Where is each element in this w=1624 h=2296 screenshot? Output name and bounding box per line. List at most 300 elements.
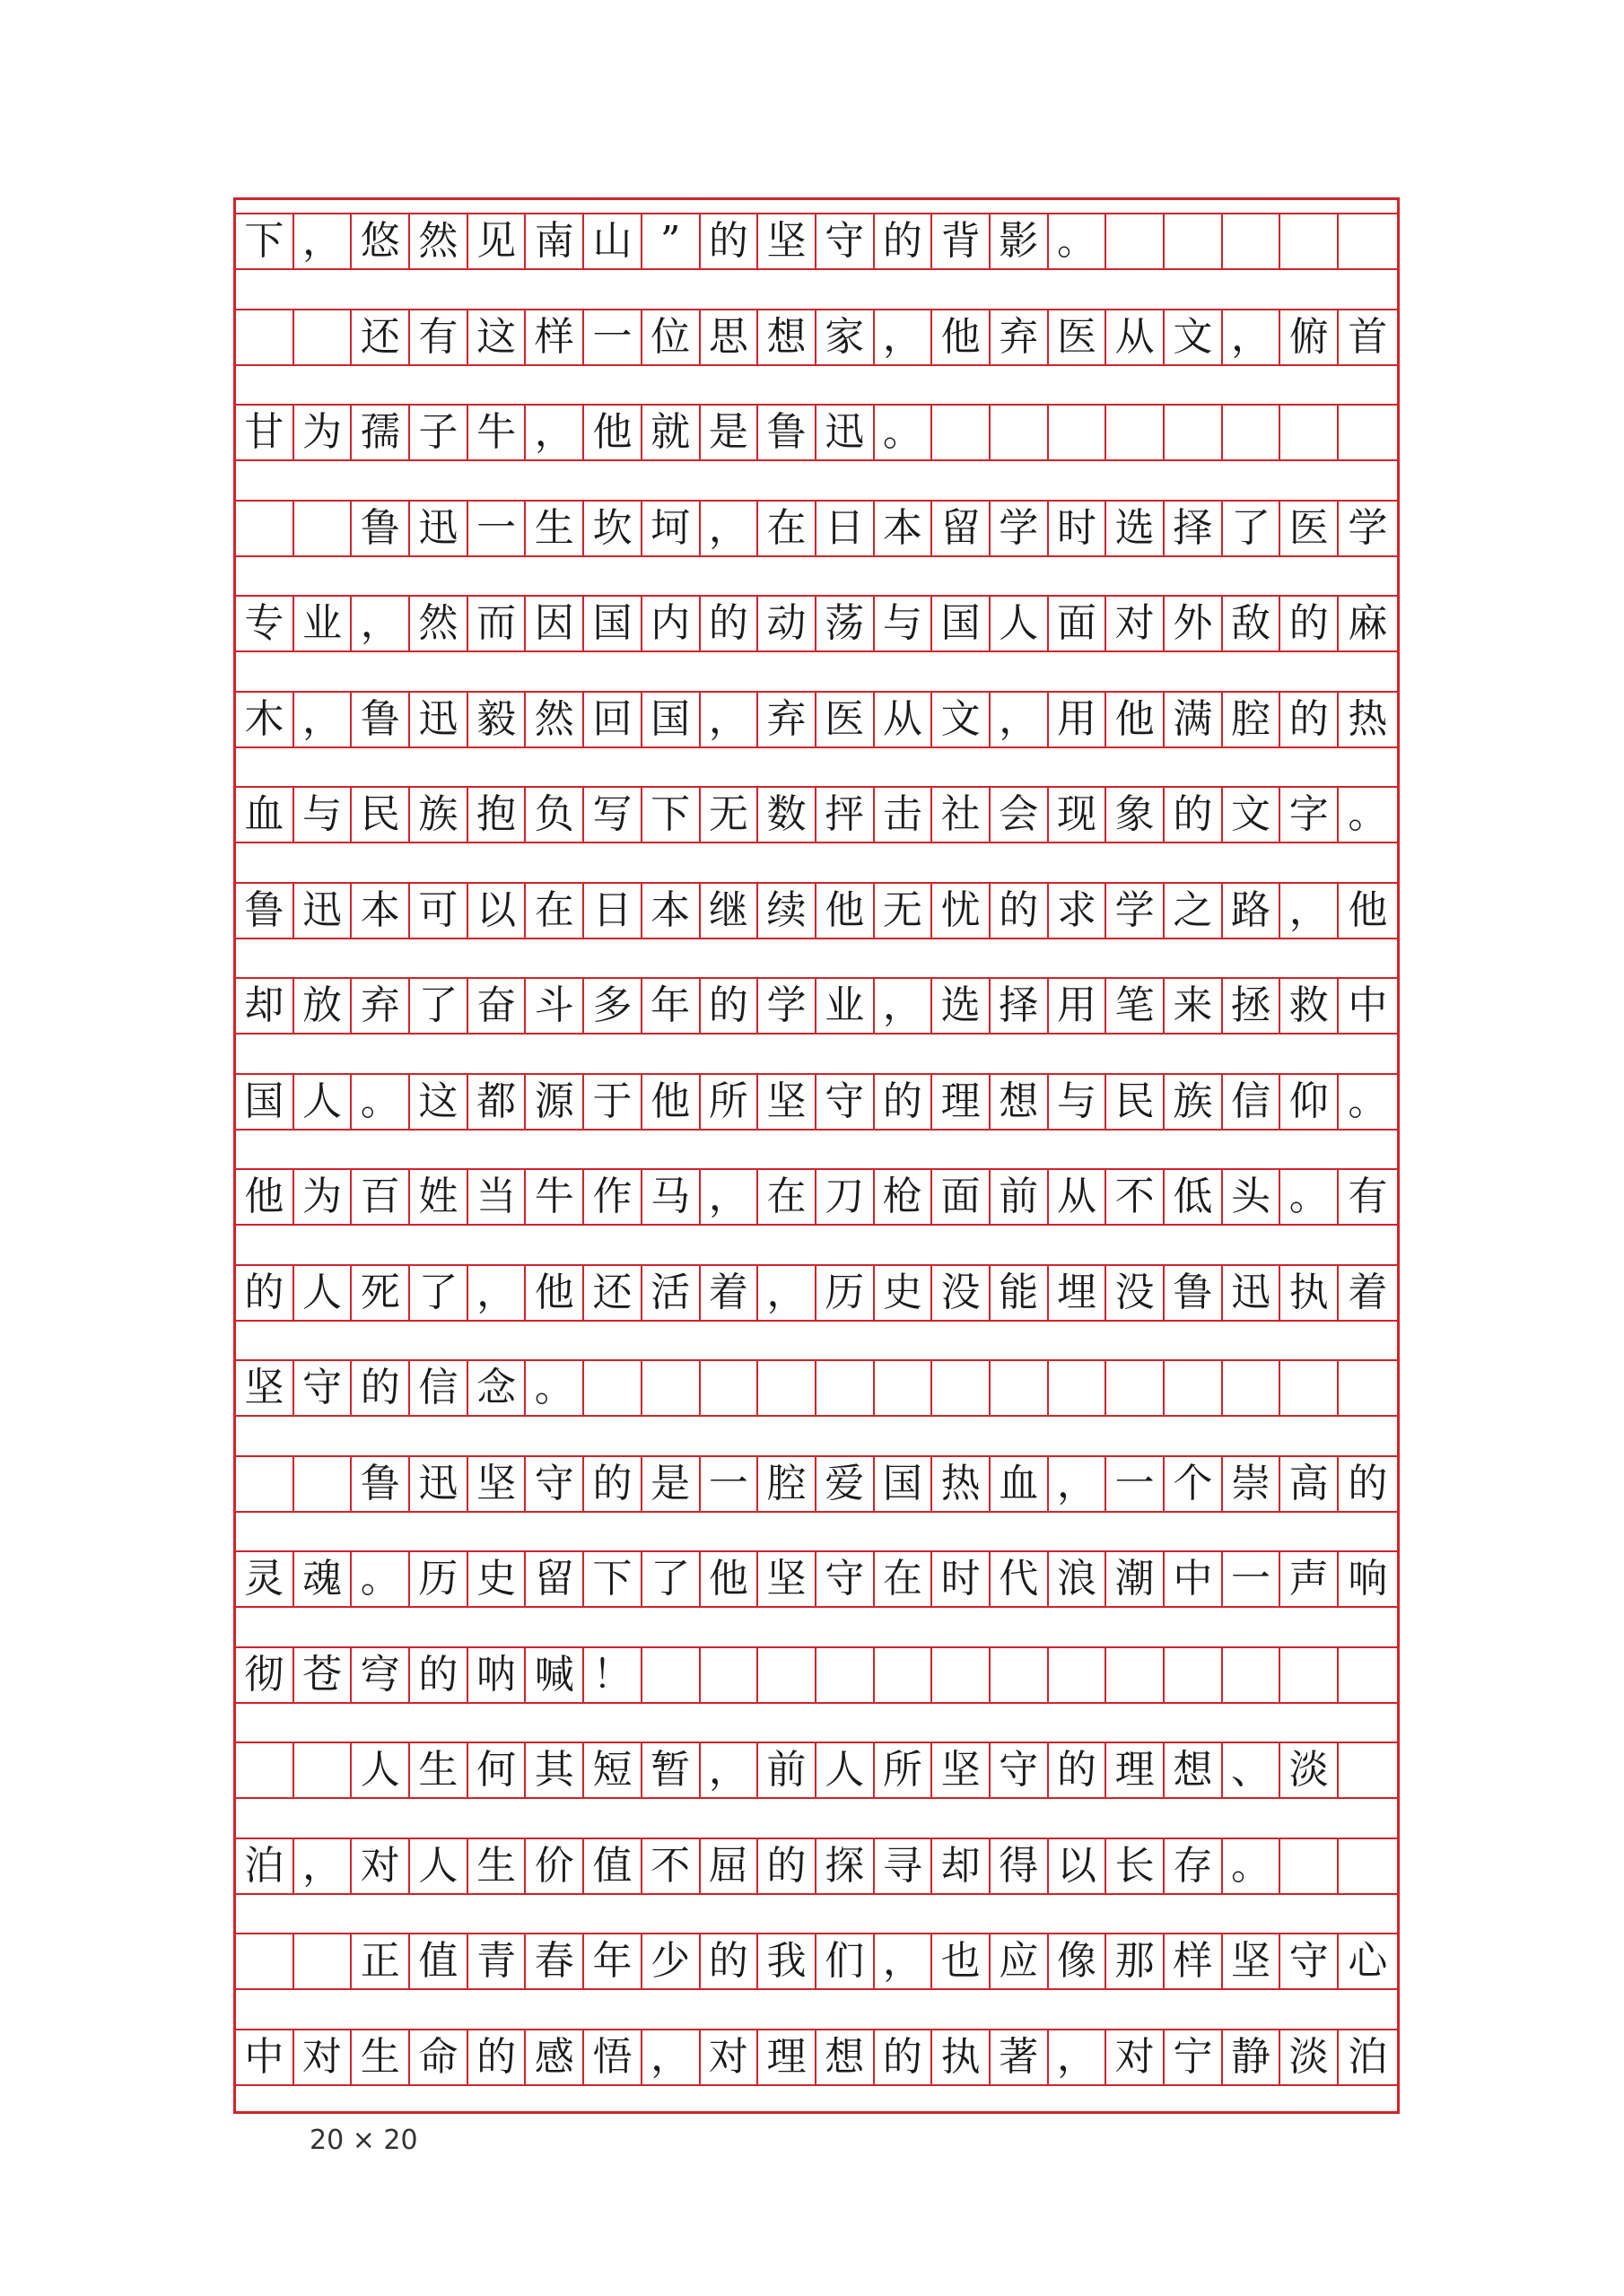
grid-cell: 位 [642,309,701,366]
grid-cell: 牛 [468,404,527,461]
grid-cell: 专 [236,595,294,652]
grid-cell: 前 [758,1742,816,1799]
grid-cell [1339,1838,1397,1895]
grid-cell: 他 [526,1264,584,1322]
grid-cell: 作 [584,1168,642,1226]
grid-cell [1223,213,1281,270]
grid-cell: 热 [932,1455,991,1513]
grid-cell: 正 [352,1933,410,1990]
grid-cell: 价 [526,1838,584,1895]
grid-cell: 。 [875,404,933,461]
grid-cell: 穹 [352,1646,410,1704]
grid-cell: 人 [816,1742,875,1799]
grid-cell: 之 [1165,882,1223,939]
grid-cell: 迅 [1223,1264,1281,1322]
grid-cell: 路 [1223,882,1281,939]
grid-cell: 青 [468,1933,527,1990]
grid-cell: 坎 [584,500,642,557]
grid-cell: 心 [1339,1933,1397,1990]
grid-cell: 的 [1280,595,1339,652]
grid-cell [816,1646,875,1704]
grid-cell [1106,1359,1165,1417]
grid-cell: ， [701,1742,759,1799]
grid-cell [1106,404,1165,461]
grid-cell: 的 [468,2029,527,2086]
grid-cell: 有 [1339,1168,1397,1226]
grid-cell: 鲁 [236,882,294,939]
grid-cell: 续 [758,882,816,939]
grid-cell: 中 [1339,977,1397,1035]
grid-cell [1165,213,1223,270]
grid-cell: 族 [410,786,468,843]
grid-cell: 守 [1280,1933,1339,1990]
grid-cell: 在 [526,882,584,939]
grid-row [236,1742,1397,1799]
grid-cell: 还 [584,1264,642,1322]
grid-cell [1165,404,1223,461]
grid-cell: 为 [294,1168,353,1226]
grid-cell: 了 [410,977,468,1035]
grid-cell: 外 [1165,595,1223,652]
grid-cell: 仰 [1280,1073,1339,1131]
grid-cell: 的 [1165,786,1223,843]
grid-cell: 牛 [526,1168,584,1226]
grid-cell: 面 [1049,595,1107,652]
grid-cell: 他 [1106,691,1165,748]
grid-cell: 史 [468,1550,527,1608]
grid-cell: 灵 [236,1550,294,1608]
grid-cell: 这 [468,309,527,366]
grid-cell: ， [1049,2029,1107,2086]
grid-size-label: 20 × 20 [310,2125,418,2156]
grid-cell: ， [294,213,353,270]
grid-cell [1049,1359,1107,1417]
grid-cell: 呐 [468,1646,527,1704]
grid-cell: 而 [468,595,527,652]
grid-row [236,882,1397,939]
grid-cell: 对 [294,2029,353,2086]
grid-cell: 学 [758,977,816,1035]
grid-cell: 一 [1106,1455,1165,1513]
grid-cell: 以 [1049,1838,1107,1895]
grid-cell: 可 [410,882,468,939]
grid-cell: 春 [526,1933,584,1990]
grid-cell: 有 [410,309,468,366]
grid-cell: 下 [642,786,701,843]
grid-cell: 值 [584,1838,642,1895]
grid-cell: 动 [758,595,816,652]
grid-cell [1339,1646,1397,1704]
grid-cell [1280,213,1339,270]
grid-cell: 鲁 [1165,1264,1223,1322]
grid-cell: 没 [932,1264,991,1322]
grid-cell: 学 [1339,500,1397,557]
grid-row [236,1838,1397,1895]
grid-cell: 守 [816,1550,875,1608]
grid-cell: 族 [1165,1073,1223,1131]
grid-cell: 的 [701,213,759,270]
grid-cell: 。 [1339,1073,1397,1131]
grid-cell: 本 [875,500,933,557]
grid-cell: 在 [875,1550,933,1608]
grid-cell: 。 [352,1550,410,1608]
grid-cell: 少 [642,1933,701,1990]
grid-cell: 弃 [758,691,816,748]
grid-row [236,404,1397,461]
grid-cell [642,1646,701,1704]
grid-cell: 们 [816,1933,875,1990]
grid-cell [1165,1359,1223,1417]
grid-row [236,1264,1397,1322]
grid-cell: 当 [468,1168,527,1226]
grid-cell: 的 [1049,1742,1107,1799]
grid-cell: 所 [701,1073,759,1131]
grid-cell: ， [294,1838,353,1895]
grid-cell: 从 [1106,309,1165,366]
grid-cell [932,1646,991,1704]
grid-cell: 见 [468,213,527,270]
grid-cell: 用 [1049,691,1107,748]
grid-cell [1339,213,1397,270]
grid-cell: 选 [932,977,991,1035]
grid-cell: 年 [584,1933,642,1990]
grid-cell [294,500,353,557]
grid-cell: 他 [584,404,642,461]
grid-cell: ， [875,309,933,366]
grid-cell: 坚 [758,1073,816,1131]
grid-cell: 下 [236,213,294,270]
grid-cell: 与 [294,786,353,843]
grid-cell: 本 [642,882,701,939]
grid-cell: 鲁 [352,691,410,748]
grid-cell: 择 [1165,500,1223,557]
grid-cell: 民 [1106,1073,1165,1131]
grid-cell: 中 [1165,1550,1223,1608]
grid-cell: 忧 [932,882,991,939]
grid-cell: 以 [468,882,527,939]
grid-cell: 击 [875,786,933,843]
grid-cell: 着 [701,1264,759,1322]
grid-cell: 家 [816,309,875,366]
grid-cell [1280,1646,1339,1704]
grid-cell: 头 [1223,1168,1281,1226]
grid-cell: 人 [410,1838,468,1895]
grid-row [236,1073,1397,1131]
grid-cell: 刀 [816,1168,875,1226]
grid-cell [1223,404,1281,461]
grid-cell [1106,213,1165,270]
grid-cell: 他 [1339,882,1397,939]
grid-cell: 热 [1339,691,1397,748]
grid-cell: 声 [1280,1550,1339,1608]
grid-cell: 从 [875,691,933,748]
grid-cell: 了 [642,1550,701,1608]
grid-cell: 就 [642,404,701,461]
grid-cell [1280,404,1339,461]
grid-cell: 的 [991,882,1049,939]
grid-cell: 象 [1106,786,1165,843]
grid-cell: 暂 [642,1742,701,1799]
grid-cell: 敌 [1223,595,1281,652]
grid-cell: 的 [758,1838,816,1895]
grid-cell: 低 [1165,1168,1223,1226]
grid-cell: 业 [816,977,875,1035]
grid-cell: 浪 [1049,1550,1107,1608]
grid-cell: 想 [816,2029,875,2086]
grid-cell: 不 [642,1838,701,1895]
grid-cell: 长 [1106,1838,1165,1895]
grid-cell: 人 [352,1742,410,1799]
grid-cell: 医 [1280,500,1339,557]
grid-cell: ， [701,1168,759,1226]
grid-cell: 在 [758,500,816,557]
grid-cell: 守 [991,1742,1049,1799]
grid-cell [758,1646,816,1704]
grid-cell: 国 [932,595,991,652]
grid-cell: 源 [526,1073,584,1131]
grid-cell: 多 [584,977,642,1035]
grid-cell: 念 [468,1359,527,1417]
grid-cell: 鲁 [352,500,410,557]
grid-cell: 血 [236,786,294,843]
grid-cell: 生 [410,1742,468,1799]
grid-cell: 他 [642,1073,701,1131]
grid-cell: 枪 [875,1168,933,1226]
grid-cell: 想 [991,1073,1049,1131]
grid-cell: ， [875,977,933,1035]
grid-cell: 他 [816,882,875,939]
grid-cell: 生 [526,500,584,557]
grid-cell: ！ [584,1646,642,1704]
grid-row [236,2029,1397,2086]
grid-cell [991,1359,1049,1417]
grid-cell: 命 [410,2029,468,2086]
grid-cell: 屈 [701,1838,759,1895]
grid-cell: 所 [875,1742,933,1799]
grid-cell [1339,404,1397,461]
grid-cell: 抨 [816,786,875,843]
grid-cell: 这 [410,1073,468,1131]
grid-cell: ， [991,691,1049,748]
grid-cell [1106,1646,1165,1704]
grid-cell: 样 [1165,1933,1223,1990]
grid-cell: ” [642,213,701,270]
grid-cell: 淡 [1280,1742,1339,1799]
grid-row [236,786,1397,843]
grid-cell: 字 [1280,786,1339,843]
grid-cell: 日 [816,500,875,557]
grid-cell [932,1359,991,1417]
grid-cell: 影 [991,213,1049,270]
grid-cell [991,404,1049,461]
grid-cell: ， [468,1264,527,1322]
grid-cell: 还 [352,309,410,366]
grid-cell: 荡 [816,595,875,652]
grid-cell: ， [701,500,759,557]
grid-cell [294,1742,353,1799]
grid-cell: ， [352,595,410,652]
grid-cell: 国 [642,691,701,748]
grid-cell: 寻 [875,1838,933,1895]
grid-cell: 悟 [584,2029,642,2086]
grid-cell: 潮 [1106,1550,1165,1608]
grid-cell: 马 [642,1168,701,1226]
grid-cell: 无 [875,882,933,939]
grid-cell [236,1933,294,1990]
grid-cell: 业 [294,595,353,652]
grid-cell: 高 [1280,1455,1339,1513]
grid-cell: 求 [1049,882,1107,939]
grid-cell: 守 [816,213,875,270]
grid-cell: 弃 [991,309,1049,366]
grid-cell: 生 [468,1838,527,1895]
grid-cell: 想 [758,309,816,366]
grid-cell [1049,404,1107,461]
grid-cell: 与 [1049,1073,1107,1131]
grid-cell: 然 [410,595,468,652]
grid-cell: 的 [236,1264,294,1322]
grid-cell: 著 [991,2029,1049,2086]
grid-cell: 首 [1339,309,1397,366]
grid-cell [991,1646,1049,1704]
grid-cell: ， [758,1264,816,1322]
grid-cell: 、 [1223,1742,1281,1799]
grid-cell: 年 [642,977,701,1035]
grid-cell: 样 [526,309,584,366]
grid-cell: 木 [236,691,294,748]
grid-cell: 崇 [1223,1455,1281,1513]
grid-cell: 姓 [410,1168,468,1226]
grid-cell: 的 [410,1646,468,1704]
grid-cell: 得 [991,1838,1049,1895]
grid-cell: 的 [875,2029,933,2086]
grid-cell: 淡 [1280,2029,1339,2086]
grid-cell [1223,1646,1281,1704]
grid-cell: 文 [1223,786,1281,843]
grid-cell [236,309,294,366]
grid-cell: 感 [526,2029,584,2086]
grid-cell: 是 [642,1455,701,1513]
grid-cell: 对 [1106,2029,1165,2086]
grid-cell: 于 [584,1073,642,1131]
grid-cell: 鲁 [352,1455,410,1513]
grid-cell: 人 [294,1073,353,1131]
grid-cell: 想 [1165,1742,1223,1799]
grid-cell: ， [1049,1455,1107,1513]
grid-cell: 活 [642,1264,701,1322]
grid-cell [816,1359,875,1417]
grid-cell: 鲁 [758,404,816,461]
grid-cell: 史 [875,1264,933,1322]
grid-cell: 个 [1165,1455,1223,1513]
grid-cell: 迅 [410,1455,468,1513]
grid-cell: 笔 [1106,977,1165,1035]
grid-cell: 国 [875,1455,933,1513]
grid-cell: 国 [584,595,642,652]
grid-cell [701,1646,759,1704]
grid-cell: 。 [1339,786,1397,843]
grid-cell: 民 [352,786,410,843]
grid-cell: 然 [526,691,584,748]
grid-cell [584,1359,642,1417]
grid-row [236,309,1397,366]
grid-cell [642,1359,701,1417]
grid-cell: 子 [410,404,468,461]
grid-cell: 对 [701,2029,759,2086]
grid-cell [294,309,353,366]
grid-cell: 然 [410,213,468,270]
grid-cell: 甘 [236,404,294,461]
grid-cell: 本 [352,882,410,939]
grid-row [236,1455,1397,1513]
grid-cell [236,1455,294,1513]
grid-cell [1339,1359,1397,1417]
grid-cell: 面 [932,1168,991,1226]
manuscript-grid-paper [233,197,1400,2114]
grid-cell: 像 [1049,1933,1107,1990]
grid-cell: 选 [1106,500,1165,557]
grid-cell: 学 [991,500,1049,557]
grid-cell: 文 [932,691,991,748]
grid-cell: 泊 [1339,2029,1397,2086]
grid-cell: 信 [410,1359,468,1417]
grid-cell: 都 [468,1073,527,1131]
grid-row [236,691,1397,748]
grid-cell: 迅 [294,882,353,939]
grid-cell: 坚 [758,213,816,270]
grid-cell: ， [294,691,353,748]
grid-cell: 历 [410,1550,468,1608]
grid-cell: 坷 [642,500,701,557]
grid-cell: 对 [352,1838,410,1895]
grid-cell: 一 [1223,1550,1281,1608]
grid-cell: 抱 [468,786,527,843]
grid-cell: 来 [1165,977,1223,1035]
grid-cell: 坚 [932,1742,991,1799]
grid-cell [701,1359,759,1417]
grid-cell [1280,1838,1339,1895]
grid-cell: 对 [1106,595,1165,652]
grid-cell: 守 [526,1455,584,1513]
grid-cell: 魂 [294,1550,353,1608]
grid-cell: 文 [1165,309,1223,366]
grid-cell: 理 [932,1073,991,1131]
grid-cell: 爱 [816,1455,875,1513]
grid-cell: 毅 [468,691,527,748]
grid-cell [875,1646,933,1704]
grid-cell: 。 [352,1073,410,1131]
grid-cell: 百 [352,1168,410,1226]
grid-cell: ， [642,2029,701,2086]
grid-cell: 历 [816,1264,875,1322]
grid-cell: 日 [584,882,642,939]
grid-cell: ， [701,691,759,748]
grid-cell: 的 [875,213,933,270]
grid-cell: 下 [584,1550,642,1608]
grid-cell: 短 [584,1742,642,1799]
grid-cell: 执 [1280,1264,1339,1322]
grid-cell [1280,1359,1339,1417]
grid-cell: 会 [991,786,1049,843]
grid-cell: 麻 [1339,595,1397,652]
grid-cell: 拯 [1223,977,1281,1035]
grid-cell: 医 [816,691,875,748]
grid-cell: 放 [294,977,353,1035]
grid-cell: 的 [1280,691,1339,748]
grid-cell: 中 [236,2029,294,2086]
grid-cell: 因 [526,595,584,652]
grid-cell: 一 [468,500,527,557]
